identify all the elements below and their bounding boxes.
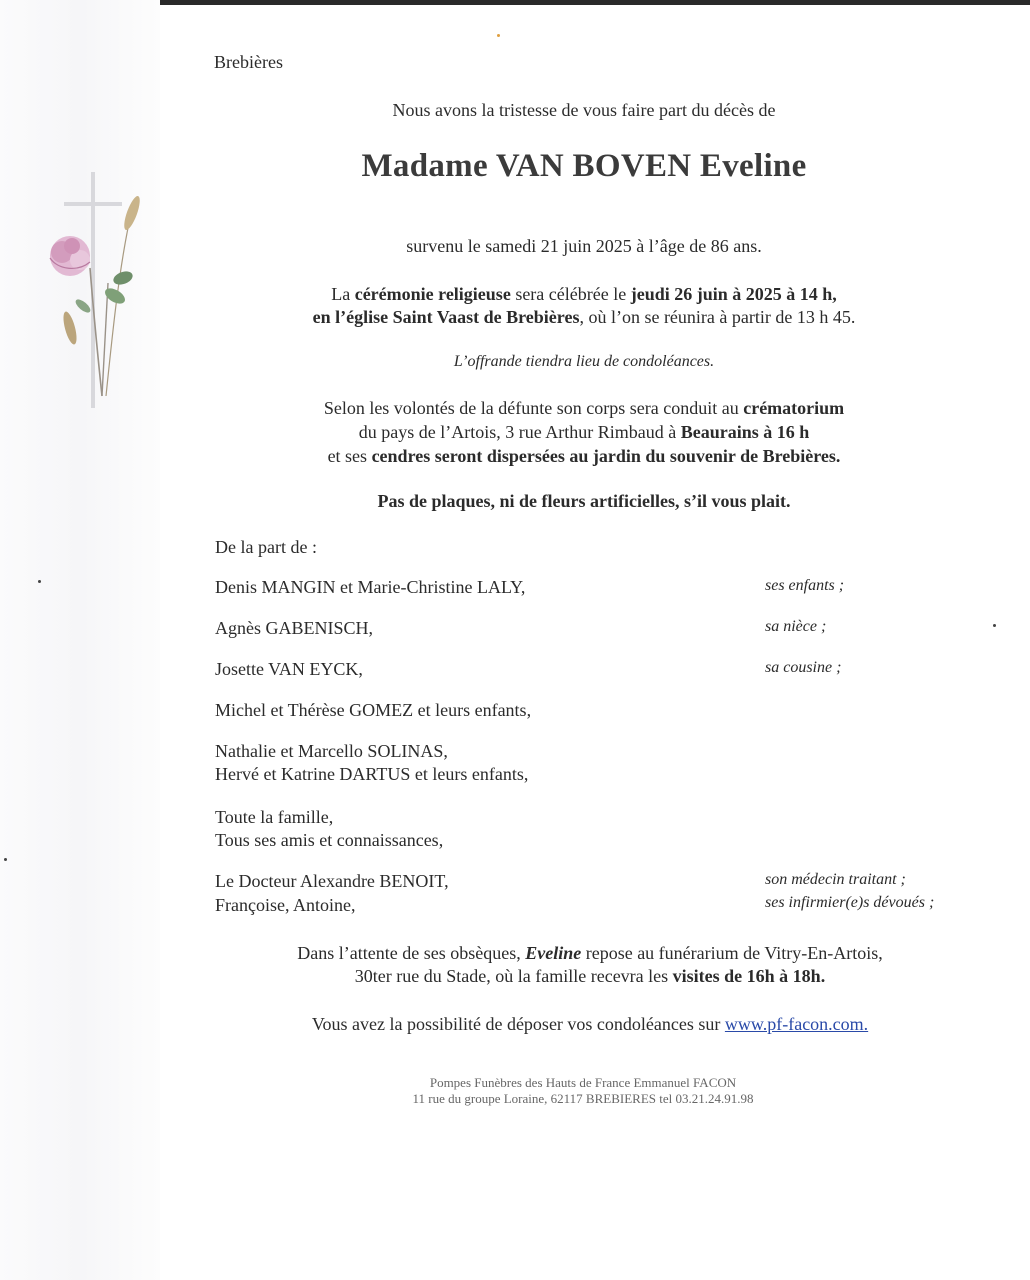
intro-text: Nous avons la tristesse de vous faire part du décès de	[392, 100, 776, 120]
condolences-text: Vous avez la possibilité de déposer vos condoléances sur	[311, 1014, 725, 1034]
cremation-line-3	[234, 445, 934, 468]
scan-speck	[4, 858, 7, 861]
condolences-link[interactable]: www.pf-facon.com.	[724, 1014, 869, 1034]
family-relation: sa cousine ;	[765, 659, 842, 676]
no-flowers-text: Pas de plaques, ni de fleurs artificielles, s’il vous plait.	[377, 491, 791, 511]
cremation-text: Selon les volontés de la défunte son corps sera conduit au	[323, 398, 744, 418]
family-relation: son médecin traitant ;	[765, 871, 906, 888]
family-relation: ses infirmier(e)s dévoués ;	[765, 894, 935, 911]
ceremony-date: jeudi 26 juin à 2025 à 14 h,	[630, 284, 837, 304]
cremation-text: et ses	[327, 446, 372, 466]
crematorium-label: crématorium	[743, 398, 845, 418]
ceremony-line-1	[234, 283, 934, 306]
family-name: Le Docteur Alexandre BENOIT,	[215, 871, 449, 891]
funeral-home-address: 30ter rue du Stade, où la famille recevra les	[354, 966, 673, 986]
family-name: Françoise, Antoine,	[215, 895, 356, 915]
cremation-line-2	[234, 421, 934, 444]
family-name: Michel et Thérèse GOMEZ et leurs enfants,	[215, 700, 532, 720]
ceremony-place: en l’église Saint Vaast de Brebières	[312, 307, 580, 327]
family-name: Agnès GABENISCH,	[215, 618, 374, 638]
family-name: Hervé et Katrine DARTUS et leurs enfants,	[215, 764, 529, 784]
family-name: Josette VAN EYCK,	[215, 659, 363, 679]
family-relation: sa nièce ;	[765, 618, 827, 635]
family-name: Tous ses amis et connaissances,	[215, 830, 444, 850]
repose-line-2	[200, 965, 980, 988]
scan-speck	[38, 580, 41, 583]
family-name: Denis MANGIN et Marie-Christine LALY,	[215, 577, 526, 597]
death-date-text: survenu le samedi 21 juin 2025 à l’âge de 86 ans.	[406, 236, 762, 256]
cross-flower-illustration	[28, 168, 153, 413]
repose-line-1	[200, 942, 980, 965]
deceased-name: Madame VAN BOVEN Eveline	[361, 148, 807, 184]
offering-text: L’offrande tiendra lieu de condoléances.	[453, 353, 715, 370]
scan-speck	[993, 624, 996, 627]
footer-company: Pompes Funèbres des Hauts de France Emmanuel FACON	[429, 1075, 737, 1090]
ashes-dispersal: cendres seront dispersées au jardin du souvenir de Brebières.	[371, 446, 841, 466]
ceremony-text: La	[331, 284, 355, 304]
family-name: Nathalie et Marcello SOLINAS,	[215, 741, 448, 761]
location-text: Brebières	[214, 52, 283, 72]
family-name: Toute la famille,	[215, 807, 334, 827]
ceremony-gathering-time: , où l’on se réunira à partir de 13 h 45.	[579, 307, 856, 327]
from-label: De la part de :	[215, 537, 317, 557]
cremation-address: du pays de l’Artois, 3 rue Arthur Rimbaud à	[358, 422, 681, 442]
ceremony-text: sera célébrée le	[510, 284, 631, 304]
visiting-hours: visites de 16h à 18h.	[672, 966, 826, 986]
ceremony-line-2	[234, 306, 934, 329]
cremation-time: Beaurains à 16 h	[680, 422, 810, 442]
funeral-home-text: repose au funérarium de Vitry-En-Artois,	[581, 943, 883, 963]
scan-speck	[497, 34, 500, 37]
no-flowers-notice	[234, 490, 934, 513]
condolences-line	[200, 1013, 980, 1036]
family-relation: ses enfants ;	[765, 577, 845, 594]
cremation-line-1	[234, 397, 934, 420]
footer-address: 11 rue du groupe Loraine, 62117 BREBIERES tel 03.21.24.91.98	[412, 1091, 754, 1106]
repose-text: Dans l’attente de ses obsèques,	[297, 943, 526, 963]
deceased-first-name: Eveline	[525, 943, 582, 963]
ceremony-type: cérémonie religieuse	[354, 284, 511, 304]
